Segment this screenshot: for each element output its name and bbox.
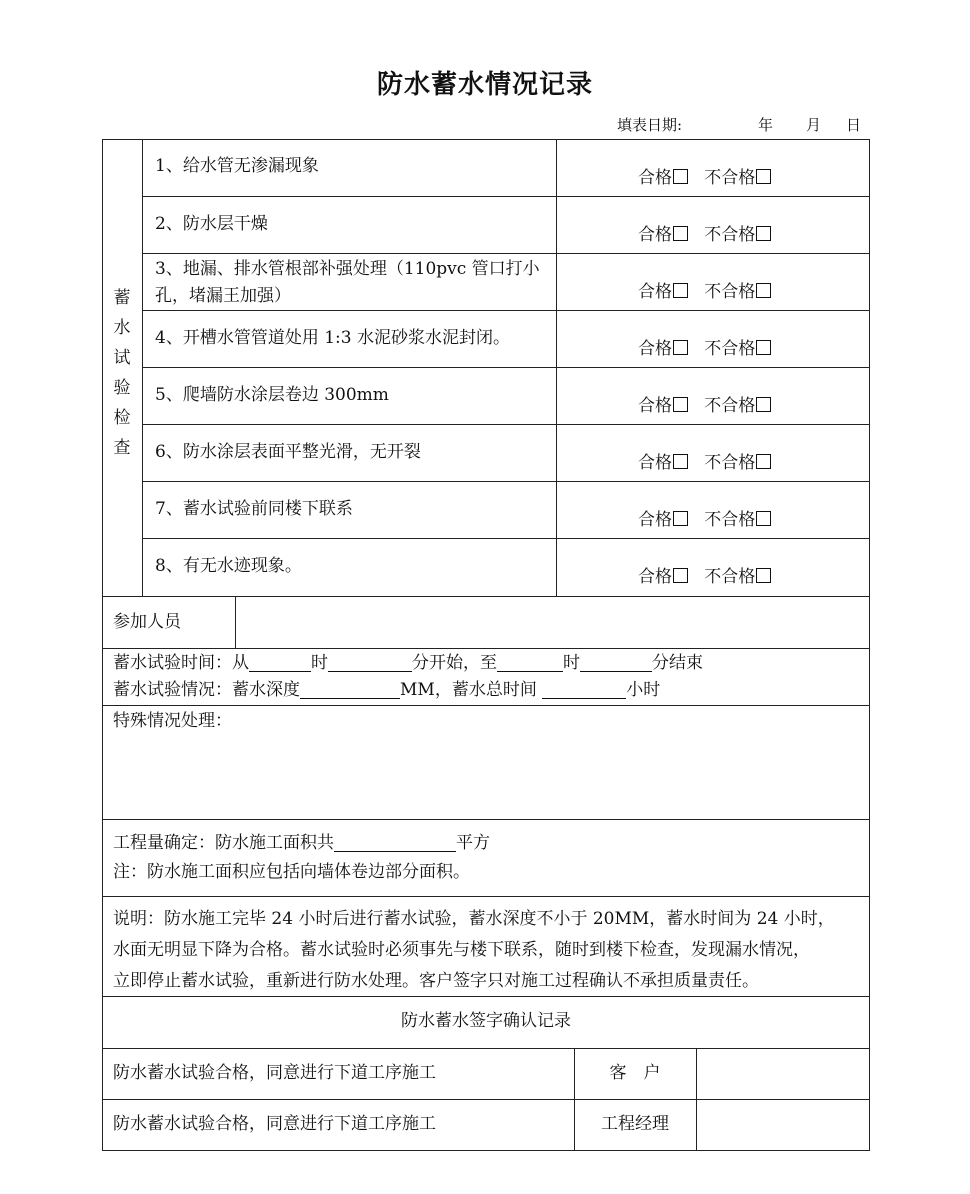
test-status-line	[113, 677, 660, 704]
pass-option[interactable]	[638, 567, 688, 587]
fail-label: 不合格	[704, 453, 756, 473]
hours-unit: 小时	[626, 680, 661, 700]
fail-checkbox[interactable]	[756, 454, 771, 469]
fail-checkbox[interactable]	[756, 568, 771, 583]
fail-option[interactable]	[704, 282, 771, 302]
check-options-row	[638, 277, 771, 302]
test-time-label: 蓄水试验时间：从	[113, 653, 249, 673]
pass-option[interactable]	[638, 225, 688, 245]
section-divider	[102, 705, 870, 706]
quantity-line	[113, 830, 490, 857]
fail-label: 不合格	[704, 510, 756, 530]
page-title: 防水蓄水情况记录	[376, 70, 593, 100]
participants-label: 参加人员	[113, 612, 181, 632]
pass-checkbox[interactable]	[673, 511, 688, 526]
pass-label: 合格	[638, 168, 672, 188]
fail-option[interactable]	[704, 396, 771, 416]
pass-label: 合格	[638, 282, 672, 302]
area-unit: 平方	[456, 833, 490, 853]
fail-checkbox[interactable]	[756, 283, 771, 298]
pass-label: 合格	[638, 339, 672, 359]
participants-divider	[235, 596, 236, 648]
pass-option[interactable]	[638, 339, 688, 359]
check-options-row	[638, 562, 771, 587]
row-divider	[142, 481, 870, 482]
fail-checkbox[interactable]	[756, 226, 771, 241]
fail-label: 不合格	[704, 396, 756, 416]
fail-checkbox[interactable]	[756, 397, 771, 412]
fill-date-month: 月	[806, 116, 822, 134]
row-divider	[142, 424, 870, 425]
check-options-row	[638, 163, 771, 188]
fill-date-label: 填表日期:	[617, 116, 683, 134]
section-divider	[102, 648, 870, 649]
end-hour-blank[interactable]	[497, 651, 563, 672]
fail-option[interactable]	[704, 339, 771, 359]
special-handling-label: 特殊情况处理：	[113, 711, 232, 731]
fill-date-year: 年	[758, 116, 774, 134]
explanation-line: 说明：防水施工完毕 24 小时后进行蓄水试验，蓄水深度不小于 20MM，蓄水时间为 24 小时，	[113, 909, 835, 929]
participants-field[interactable]	[237, 598, 868, 646]
special-handling-field[interactable]	[104, 738, 868, 816]
sign-role-customer: 客 户	[609, 1063, 661, 1083]
fail-option[interactable]	[704, 453, 771, 473]
check-item-6: 6、防水涂层表面平整光滑，无开裂	[155, 442, 421, 462]
check-item-8: 8、有无水迹现象。	[155, 556, 302, 576]
end-text: 分结束	[652, 653, 703, 673]
pass-label: 合格	[638, 225, 672, 245]
pass-option[interactable]	[638, 453, 688, 473]
row-divider	[142, 196, 870, 197]
pass-checkbox[interactable]	[673, 568, 688, 583]
sign-statement: 防水蓄水试验合格，同意进行下道工序施工	[113, 1063, 436, 1083]
sign-section-title: 防水蓄水签字确认记录	[401, 1011, 571, 1031]
section-divider	[102, 896, 870, 897]
depth-unit: MM，蓄水总时间	[400, 680, 537, 700]
section-divider	[102, 1048, 870, 1049]
start-text: 分开始，至	[412, 653, 497, 673]
quantity-note: 注：防水施工面积应包括向墙体卷边部分面积。	[113, 862, 470, 882]
start-minute-blank[interactable]	[328, 651, 412, 672]
explanation-line: 水面无明显下降为合格。蓄水试验时必须事先与楼下联系，随时到楼下检查，发现漏水情况，	[113, 940, 810, 960]
pass-checkbox[interactable]	[673, 397, 688, 412]
pass-checkbox[interactable]	[673, 283, 688, 298]
end-minute-blank[interactable]	[580, 651, 652, 672]
pass-checkbox[interactable]	[673, 454, 688, 469]
fail-option[interactable]	[704, 168, 771, 188]
pass-label: 合格	[638, 396, 672, 416]
fail-option[interactable]	[704, 567, 771, 587]
test-status-label: 蓄水试验情况：蓄水深度	[113, 680, 300, 700]
quantity-label: 工程量确定：防水施工面积共	[113, 833, 334, 853]
pass-checkbox[interactable]	[673, 169, 688, 184]
manager-signature-field[interactable]	[698, 1101, 868, 1149]
row-divider	[142, 538, 870, 539]
depth-blank[interactable]	[300, 678, 400, 699]
check-item-4: 4、开槽水管管道处用 1:3 水泥砂浆水泥封闭。	[155, 328, 510, 348]
check-item-3: 3、地漏、排水管根部补强处理（110pvc 管口打小孔，堵漏王加强）	[155, 259, 540, 306]
check-item-7: 7、蓄水试验前同楼下联系	[155, 499, 353, 519]
pass-option[interactable]	[638, 510, 688, 530]
pass-option[interactable]	[638, 168, 688, 188]
check-options-row	[638, 448, 771, 473]
fail-label: 不合格	[704, 339, 756, 359]
side-label-char: 蓄	[113, 288, 131, 308]
side-label-char: 水	[113, 318, 131, 338]
check-options-row	[638, 505, 771, 530]
section-divider	[102, 596, 870, 597]
side-label-char: 试	[113, 348, 131, 368]
side-label	[103, 283, 141, 463]
pass-label: 合格	[638, 453, 672, 473]
row-divider	[142, 253, 870, 254]
fail-checkbox[interactable]	[756, 169, 771, 184]
side-label-char: 验	[113, 378, 131, 398]
start-hour-blank[interactable]	[249, 651, 311, 672]
section-divider	[102, 1099, 870, 1100]
check-options-row	[638, 334, 771, 359]
fail-option[interactable]	[704, 225, 771, 245]
explanation-line: 立即停止蓄水试验，重新进行防水处理。客户签字只对施工过程确认不承担质量责任。	[113, 971, 759, 991]
fill-date-day: 日	[846, 116, 862, 134]
section-divider	[102, 819, 870, 820]
hour-unit: 时	[311, 653, 328, 673]
check-options-row	[638, 220, 771, 245]
pass-checkbox[interactable]	[673, 226, 688, 241]
customer-signature-field[interactable]	[698, 1050, 868, 1097]
fail-label: 不合格	[704, 225, 756, 245]
check-item-5: 5、爬墙防水涂层卷边 300mm	[155, 385, 389, 405]
row-divider	[142, 310, 870, 311]
fail-option[interactable]	[704, 510, 771, 530]
row-divider	[142, 367, 870, 368]
sign-role-manager: 工程经理	[601, 1114, 669, 1134]
pass-option[interactable]	[638, 396, 688, 416]
pass-checkbox[interactable]	[673, 340, 688, 355]
fail-label: 不合格	[704, 567, 756, 587]
check-item-2: 2、防水层干燥	[155, 214, 268, 234]
fail-checkbox[interactable]	[756, 340, 771, 355]
side-label-char: 查	[113, 438, 131, 458]
pass-label: 合格	[638, 510, 672, 530]
sign-statement: 防水蓄水试验合格，同意进行下道工序施工	[113, 1114, 436, 1134]
area-blank[interactable]	[334, 831, 456, 852]
sign-divider	[696, 1048, 697, 1151]
check-item-1: 1、给水管无渗漏现象	[155, 156, 319, 176]
hour-unit: 时	[563, 653, 580, 673]
total-time-blank[interactable]	[542, 678, 626, 699]
pass-label: 合格	[638, 567, 672, 587]
fail-label: 不合格	[704, 282, 756, 302]
check-options-row	[638, 391, 771, 416]
test-time-line	[113, 650, 703, 677]
fail-checkbox[interactable]	[756, 511, 771, 526]
fail-label: 不合格	[704, 168, 756, 188]
side-label-char: 检	[113, 408, 131, 428]
pass-option[interactable]	[638, 282, 688, 302]
